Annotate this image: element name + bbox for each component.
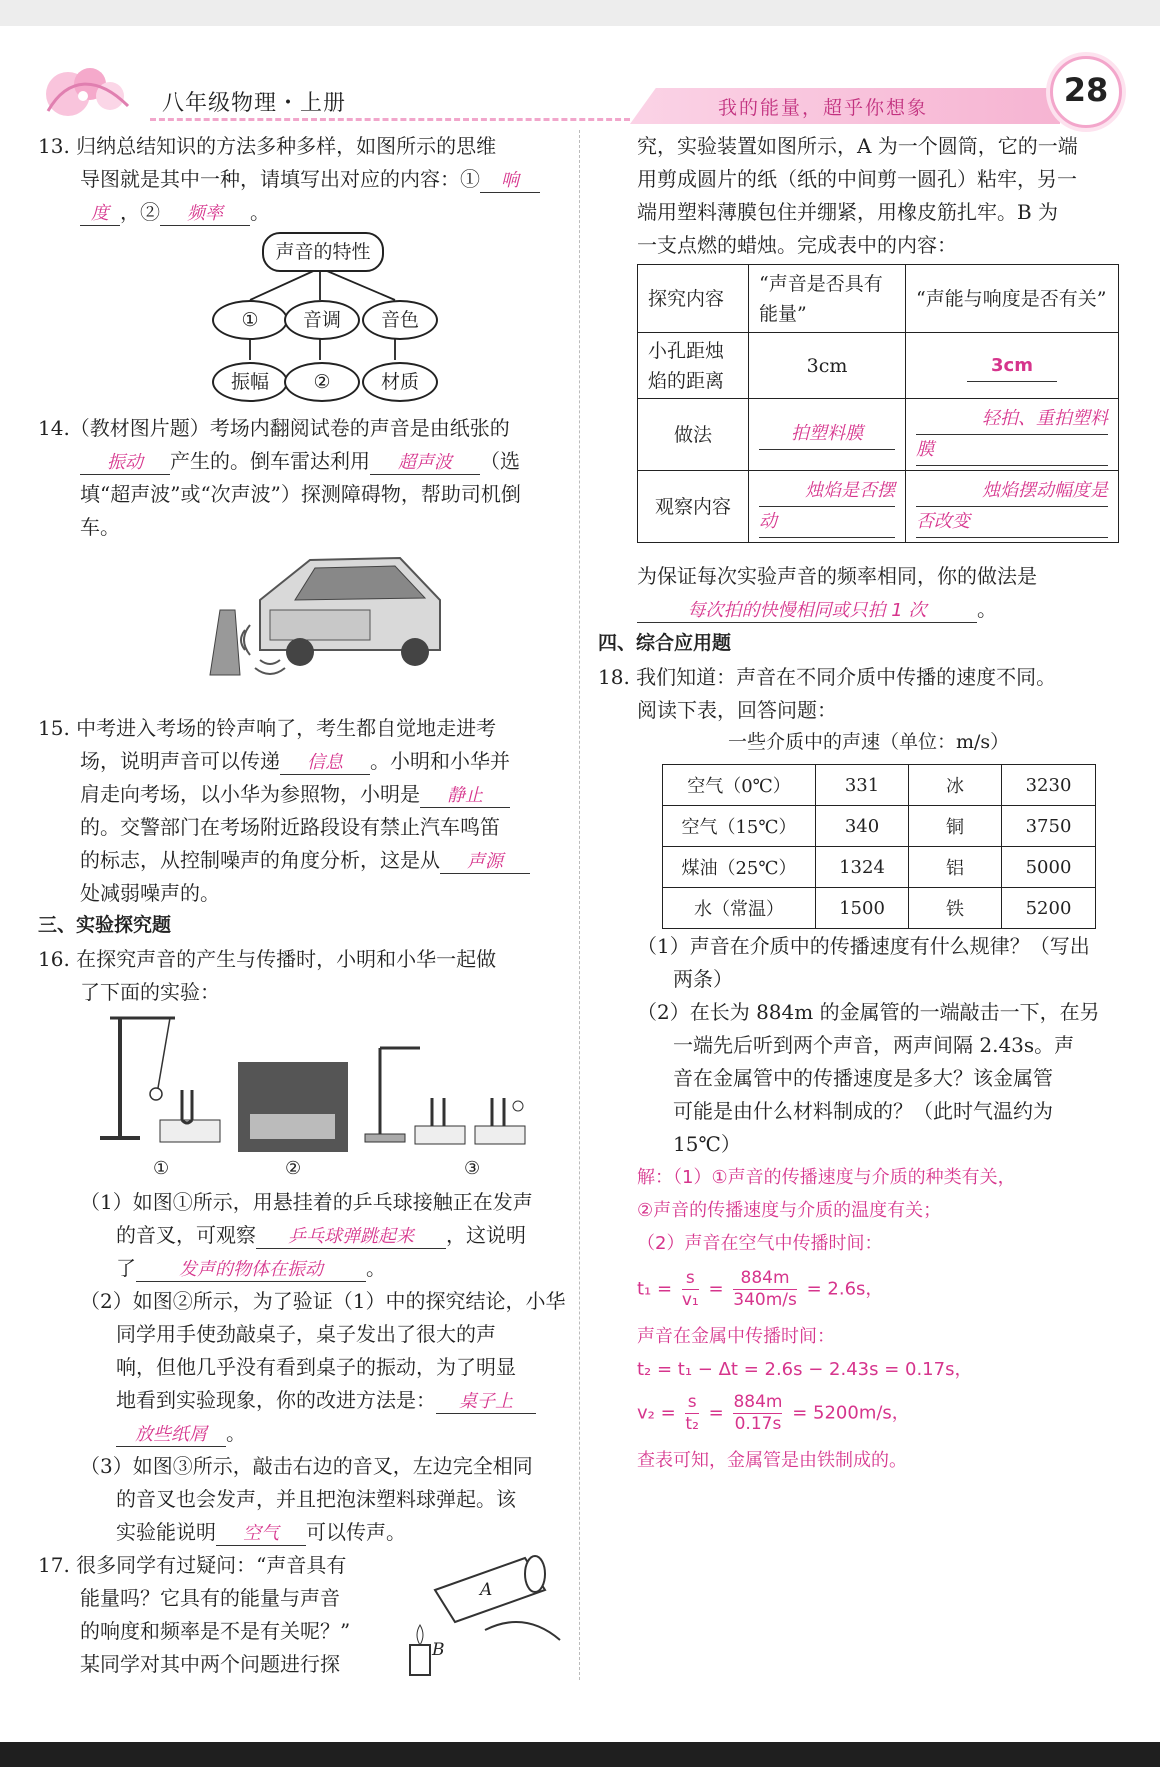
t1-lhs: t₁ = bbox=[637, 1278, 673, 1300]
q17-right-line-1: 究，实验装置如图所示，A 为一个圆筒，它的一端 bbox=[637, 134, 1078, 158]
v2-lhs: v₂ = bbox=[637, 1402, 676, 1424]
q17-after-end: 。 bbox=[977, 597, 997, 621]
t1-num2: 884m bbox=[733, 1268, 797, 1290]
q17-table-r3c1a: 烛焰是否摆 bbox=[759, 476, 895, 507]
q17-line-2: 能量吗？它具有的能量与声音 bbox=[80, 1586, 340, 1610]
speed-cell: 铁 bbox=[909, 888, 1002, 929]
q15-answer-2: 静止 bbox=[420, 781, 510, 808]
speed-cell: 5000 bbox=[1002, 847, 1096, 888]
t1-den: v₁ bbox=[681, 1290, 699, 1310]
q15-text-2a: 场，说明声音可以传递 bbox=[80, 749, 280, 773]
q16-p1-answer: 乒乓球弹跳起来 bbox=[256, 1222, 446, 1249]
q13-end: 。 bbox=[250, 200, 270, 224]
q16-p2-line-4 bbox=[116, 1384, 536, 1414]
mind-map-child-2: ② bbox=[284, 362, 360, 402]
t1-result: = 2.6s， bbox=[806, 1278, 884, 1300]
t1-fraction-2 bbox=[733, 1268, 797, 1311]
v2-num2: 884m bbox=[733, 1392, 783, 1412]
q14-line-3: 填“超声波”或“次声波”）探测障碍物，帮助司机倒 bbox=[80, 482, 521, 506]
mind-map-child-1: 振幅 bbox=[212, 362, 288, 402]
q17-table-r1c0: 小孔距烛焰的距离 bbox=[638, 333, 749, 399]
q17-table bbox=[637, 264, 1119, 543]
speed-cell: 1500 bbox=[816, 888, 909, 929]
mind-map-node-2: 音调 bbox=[284, 300, 360, 340]
v2-fraction-1 bbox=[685, 1392, 698, 1435]
q16-p3-text-c: 实验能说明 bbox=[116, 1520, 216, 1544]
sound-speed-table bbox=[662, 764, 1096, 929]
q17-table-h0: 探究内容 bbox=[638, 265, 749, 333]
solution-line-4: 声音在金属中传播时间： bbox=[637, 1326, 835, 1347]
q13-answer-2: 频率 bbox=[160, 199, 250, 226]
q16-p2-line-3: 响，但他几乎没有看到桌子的振动，为了明显 bbox=[116, 1355, 516, 1379]
q17-after-line-1: 为保证每次实验声音的频率相同，你的做法是 bbox=[637, 564, 1037, 588]
q18-line-1: 18. 我们知道：声音在不同介质中传播的速度不同。 bbox=[598, 665, 1057, 689]
q13-line-3 bbox=[80, 196, 270, 226]
speed-cell: 煤油（25℃） bbox=[663, 847, 816, 888]
q16-p2-line-5 bbox=[116, 1417, 246, 1447]
speed-cell: 1324 bbox=[816, 847, 909, 888]
q16-p2-answer-2: 放些纸屑 bbox=[116, 1420, 226, 1447]
q16-p2-text-e: 。 bbox=[226, 1421, 246, 1445]
v2-den2: 0.17s bbox=[734, 1414, 782, 1434]
q17-table-r3c0: 观察内容 bbox=[638, 471, 749, 543]
q16-p2-line-1: （2）如图②所示，为了验证（1）中的探究结论，小华 bbox=[80, 1289, 566, 1313]
q15-line-4: 的。交警部门在考场附近路段设有禁止汽车鸣笛 bbox=[80, 815, 500, 839]
q18-table-caption: 一些介质中的声速（单位：m/s） bbox=[728, 731, 1010, 753]
viewer-top-bar bbox=[0, 0, 1160, 26]
speed-cell: 铝 bbox=[909, 847, 1002, 888]
page-number: 28 bbox=[1063, 71, 1109, 109]
q17-line-4: 某同学对其中两个问题进行探 bbox=[80, 1652, 340, 1676]
q16-p2-answer: 桌子上 bbox=[436, 1387, 536, 1414]
q17-table-r2c0: 做法 bbox=[638, 399, 749, 471]
q18-p2-line-3: 音在金属管中的传播速度是多大？该金属管 bbox=[673, 1066, 1053, 1090]
q14-answer-1: 振动 bbox=[80, 448, 170, 475]
q16-line-2: 了下面的实验： bbox=[80, 980, 220, 1004]
q17-table-h2: “声能与响度是否有关” bbox=[906, 265, 1119, 333]
v2-fraction-2 bbox=[733, 1392, 782, 1435]
q13-line-1: 13. 归纳总结知识的方法多种多样，如图所示的思维 bbox=[38, 134, 497, 158]
q14-text-1: 产生的。倒车雷达利用 bbox=[170, 449, 370, 473]
q17-line-1: 17. 很多同学有过疑问：“声音具有 bbox=[38, 1553, 347, 1577]
t1-eq: = bbox=[708, 1278, 724, 1300]
q16-p3-text-d: 可以传声。 bbox=[306, 1520, 406, 1544]
car-reversing-radar-illustration bbox=[200, 540, 450, 690]
t1-den2: 340m/s bbox=[733, 1290, 797, 1310]
solution-v2-equation bbox=[637, 1392, 910, 1435]
header-dashed-line bbox=[150, 118, 630, 121]
fig-label-2: ② bbox=[285, 1158, 302, 1179]
speed-cell: 空气（15℃） bbox=[663, 806, 816, 847]
section-3-heading: 三、实验探究题 bbox=[38, 914, 172, 936]
q15-line-2 bbox=[80, 745, 510, 775]
q14-line-1: 14.（教材图片题）考场内翻阅试卷的声音是由纸张的 bbox=[38, 416, 510, 440]
fig-label-1: ① bbox=[153, 1158, 170, 1179]
q16-p3-line-1: （3）如图③所示，敲击右边的音叉，左边完全相同 bbox=[80, 1454, 533, 1478]
q15-line-1: 15. 中考进入考场的铃声响了，考生都自觉地走进考 bbox=[38, 716, 497, 740]
q16-p1-text-b: 的音叉，可观察 bbox=[116, 1223, 256, 1247]
section-4-heading: 四、综合应用题 bbox=[598, 632, 732, 654]
q17-table-r3c1b: 动 bbox=[759, 507, 895, 538]
v2-num: s bbox=[685, 1392, 698, 1414]
q16-p3-answer: 空气 bbox=[216, 1519, 306, 1546]
v2-eq: = bbox=[708, 1402, 724, 1424]
q17-after-line-2 bbox=[637, 593, 997, 623]
t1-num: s bbox=[682, 1268, 699, 1290]
q15-text-2b: 。小明和小华并 bbox=[370, 749, 510, 773]
speed-cell: 空气（0℃） bbox=[663, 765, 816, 806]
q13-answer-1a: 响 bbox=[480, 166, 540, 193]
q13-line-2 bbox=[80, 163, 540, 193]
mind-map-node-3: 音色 bbox=[362, 300, 438, 340]
flower-decoration-icon bbox=[38, 56, 148, 126]
q17-line-3: 的响度和频率是不是有关呢？” bbox=[80, 1619, 351, 1643]
q17-table-r3c2-cell bbox=[906, 471, 1119, 543]
solution-line-3: （2）声音在空气中传播时间： bbox=[637, 1233, 883, 1254]
q14-text-2: （选 bbox=[480, 449, 520, 473]
q17-table-r1c2: 3cm bbox=[967, 351, 1057, 382]
q17-table-r2c1-cell bbox=[749, 399, 906, 471]
slogan-text: 我的能量，超乎你想象 bbox=[718, 97, 929, 119]
t1-fraction-1 bbox=[682, 1268, 699, 1311]
q16-p1-line-1: （1）如图①所示，用悬挂着的乒乓球接触正在发声 bbox=[80, 1190, 533, 1214]
speed-cell: 331 bbox=[816, 765, 909, 806]
speed-cell: 340 bbox=[816, 806, 909, 847]
figure-label-b: B bbox=[432, 1640, 445, 1660]
page-number-badge bbox=[1050, 56, 1122, 128]
v2-den: t₂ bbox=[685, 1414, 699, 1434]
q15-text-3a: 肩走向考场，以小华为参照物，小明是 bbox=[80, 782, 420, 806]
q15-line-3 bbox=[80, 778, 510, 808]
speed-cell: 水（常温） bbox=[663, 888, 816, 929]
q16-p1-text-d: 了 bbox=[116, 1256, 136, 1280]
q14-line-4: 车。 bbox=[80, 515, 120, 539]
q16-p3-line-2: 的音叉也会发声，并且把泡沫塑料球弹起。该 bbox=[116, 1487, 516, 1511]
q15-answer-3: 声源 bbox=[440, 847, 530, 874]
q13-sep: ，② bbox=[120, 200, 160, 224]
q15-line-6: 处减弱噪声的。 bbox=[80, 881, 220, 905]
speed-cell: 5200 bbox=[1002, 888, 1096, 929]
q18-p1-line-1: （1）声音在介质中的传播速度有什么规律？（写出 bbox=[637, 934, 1090, 958]
speed-cell: 冰 bbox=[909, 765, 1002, 806]
q16-p2-text-d: 地看到实验现象，你的改进方法是： bbox=[116, 1388, 436, 1412]
q17-right-line-4: 一支点燃的蜡烛。完成表中的内容： bbox=[637, 233, 957, 257]
q15-answer-1: 信息 bbox=[280, 748, 370, 775]
q17-after-answer: 每次拍的快慢相同或只拍 1 次 bbox=[637, 596, 977, 623]
q18-p2-line-5: 15℃） bbox=[673, 1132, 741, 1156]
q16-p1-answer-2: 发声的物体在振动 bbox=[136, 1255, 366, 1282]
speed-cell: 3230 bbox=[1002, 765, 1096, 806]
solution-line-5: 查表可知，金属管是由铁制成的。 bbox=[637, 1450, 907, 1471]
q14-line-2 bbox=[80, 445, 520, 475]
q17-table-r1c1: 3cm bbox=[749, 333, 906, 399]
fig-label-3: ③ bbox=[464, 1158, 481, 1179]
q16-p1-text-e: 。 bbox=[366, 1256, 386, 1280]
mind-map-node-1: ① bbox=[212, 300, 288, 340]
q17-table-r3c2b: 否改变 bbox=[916, 507, 1108, 538]
q17-table-r1c2-cell bbox=[906, 333, 1119, 399]
solution-line-2: ②声音的传播速度与介质的温度有关； bbox=[637, 1200, 942, 1221]
q16-line-1: 16. 在探究声音的产生与传播时，小明和小华一起做 bbox=[38, 947, 497, 971]
q15-text-5a: 的标志，从控制噪声的角度分析，这是从 bbox=[80, 848, 440, 872]
q17-right-line-2: 用剪成圆片的纸（纸的中间剪一圆孔）粘牢，另一 bbox=[637, 167, 1077, 191]
mind-map-child-3: 材质 bbox=[362, 362, 438, 402]
q18-p2-line-2: 一端先后听到两个声音，两声间隔 2.43s。声 bbox=[673, 1033, 1075, 1057]
column-divider bbox=[579, 130, 580, 1680]
candle-tube-illustration bbox=[395, 1550, 565, 1685]
q13-line-2-text: 导图就是其中一种，请填写出对应的内容：① bbox=[80, 167, 480, 191]
q17-table-r2c1: 拍塑料膜 bbox=[759, 419, 895, 450]
mind-map-root: 声音的特性 bbox=[262, 232, 384, 272]
q13-answer-1b: 度 bbox=[80, 199, 120, 226]
q16-p2-line-2: 同学用手使劲敲桌子，桌子发出了很大的声 bbox=[116, 1322, 496, 1346]
solution-line-1: 解：（1）①声音的传播速度与介质的种类有关， bbox=[637, 1167, 1016, 1188]
q17-table-r3c2a: 烛焰摆动幅度是 bbox=[916, 476, 1108, 507]
q17-right-line-3: 端用塑料薄膜包住并绷紧，用橡皮筋扎牢。B 为 bbox=[637, 200, 1059, 224]
q17-table-r2c2a: 轻拍、重拍塑料 bbox=[916, 404, 1108, 435]
speed-cell: 铜 bbox=[909, 806, 1002, 847]
q17-table-r2c2b: 膜 bbox=[916, 435, 1108, 466]
q18-line-2: 阅读下表，回答问题： bbox=[637, 698, 837, 722]
q18-p2-line-4: 可能是由什么材料制成的？（此时气温约为 bbox=[673, 1099, 1053, 1123]
q18-p2-line-1: （2）在长为 884m 的金属管的一端敲击一下，在另 bbox=[637, 1000, 1100, 1024]
q16-p1-text-c: ，这说明 bbox=[446, 1223, 526, 1247]
q18-p1-line-2: 两条） bbox=[673, 967, 733, 991]
q16-p1-line-3 bbox=[116, 1252, 386, 1282]
q15-line-5 bbox=[80, 844, 530, 874]
q14-answer-2: 超声波 bbox=[370, 448, 480, 475]
speed-cell: 3750 bbox=[1002, 806, 1096, 847]
solution-t2-equation: t₂ = t₁ − Δt = 2.6s − 2.43s = 0.17s， bbox=[637, 1359, 973, 1380]
q17-table-r3c1-cell bbox=[749, 471, 906, 543]
q16-p3-line-3 bbox=[116, 1516, 406, 1546]
viewer-bottom-bar bbox=[0, 1742, 1160, 1767]
book-title: 八年级物理・上册 bbox=[162, 91, 347, 116]
v2-result: = 5200m/s， bbox=[792, 1402, 910, 1424]
experiment-figures bbox=[100, 1008, 540, 1158]
figure-label-a: A bbox=[480, 1580, 493, 1600]
solution-t1-equation bbox=[637, 1268, 883, 1311]
q16-p1-line-2 bbox=[116, 1219, 526, 1249]
q17-table-h1: “声音是否具有能量” bbox=[749, 265, 906, 333]
q17-table-r2c2-cell bbox=[906, 399, 1119, 471]
